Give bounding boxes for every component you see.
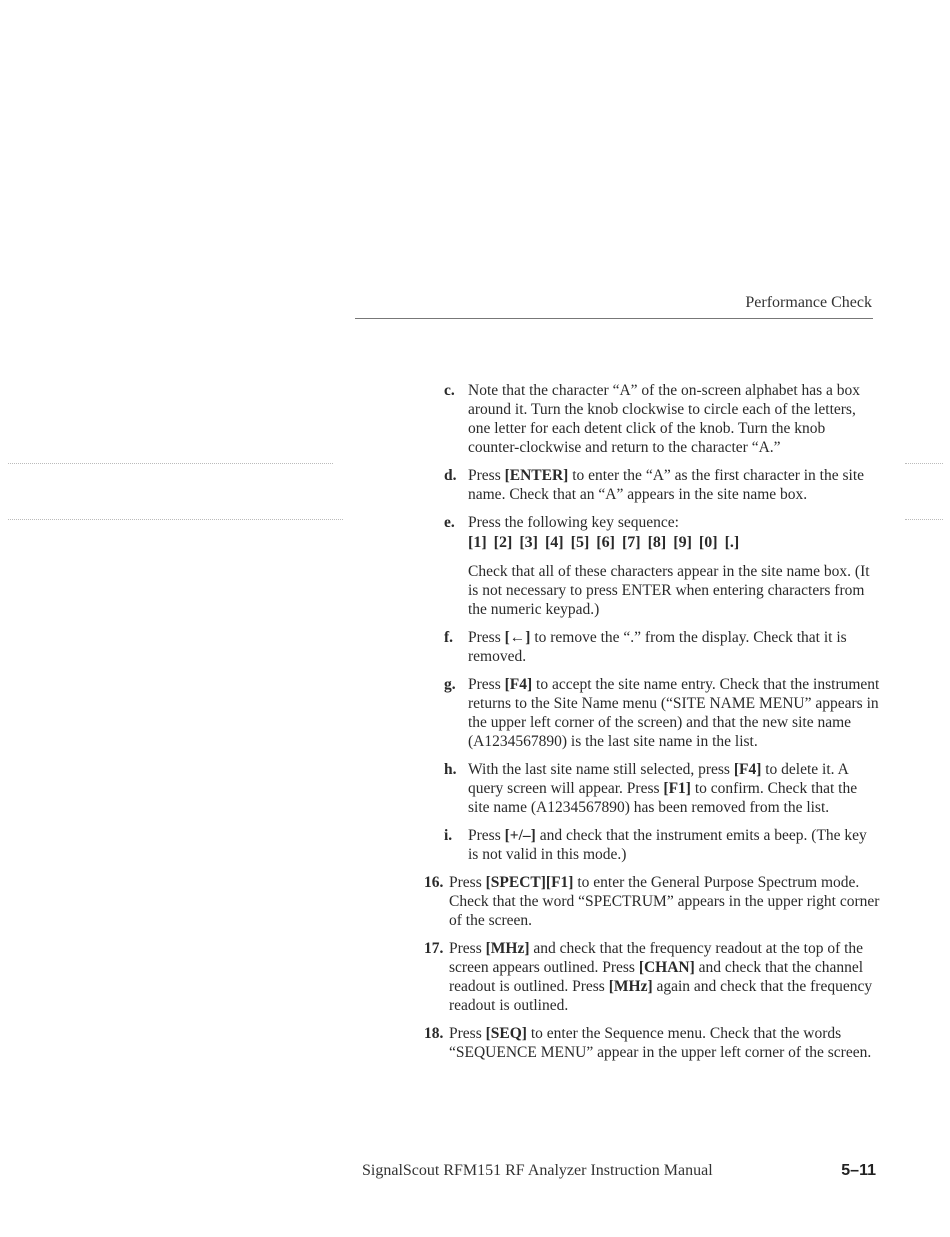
step-label: f. xyxy=(444,629,454,646)
page-number: 5–11 xyxy=(841,1162,876,1179)
step-label: g. xyxy=(444,676,456,693)
step-number: 18. xyxy=(424,1025,444,1042)
step-text-continued: Check that all of these characters appear in the site name box. (It is not necessary to press ENTER when entering characters from the numeric keypad.) xyxy=(468,563,870,618)
header-rule xyxy=(355,318,873,319)
margin-mark xyxy=(8,519,343,520)
step-text: Press [F4] to accept the site name entry. Check that the instrument returns to the Site Name menu (“SITE NAME MENU” appears in the upper left corner of the screen) and that the new site name (A1234567890) is the last site name in the list. xyxy=(468,676,880,750)
step-number: 17. xyxy=(424,940,444,957)
step-f xyxy=(420,628,880,666)
step-18 xyxy=(420,1024,880,1062)
step-i xyxy=(420,826,880,864)
step-label: c. xyxy=(444,382,455,399)
step-e xyxy=(420,513,880,619)
step-label: h. xyxy=(444,761,457,778)
procedure-list xyxy=(420,381,880,1071)
step-text: Press [SEQ] to enter the Sequence menu. Check that the words “SEQUENCE MENU” appear in the upper left corner of the screen. xyxy=(449,1025,872,1061)
step-label: i. xyxy=(444,827,453,844)
step-text: Press [MHz] and check that the frequency readout at the top of the screen appears outlined. Press [CHAN] and check that the channel readout is outlined. Press [MHz] again and check that the frequency readout is outlined. xyxy=(449,940,873,1014)
step-text: Press the following key sequence: xyxy=(468,514,679,531)
key-sequence: [1] [2] [3] [4] [5] [6] [7] [8] [9] [0] [.] xyxy=(468,534,740,551)
key-name: [F4] xyxy=(733,761,762,778)
margin-mark xyxy=(905,463,943,464)
step-text: With the last site name still selected, press [F4] to delete it. A query screen will appear. Press [F1] to confirm. Check that the site name (A1234567890) has been removed from the list. xyxy=(468,761,858,816)
key-name: [+/–] xyxy=(504,827,536,844)
step-16 xyxy=(420,873,880,930)
section-title: Performance Check xyxy=(745,294,872,311)
step-text: Press [←] to remove the “.” from the display. Check that it is removed. xyxy=(468,629,847,665)
step-17 xyxy=(420,939,880,1015)
margin-mark xyxy=(905,519,943,520)
step-label: e. xyxy=(444,514,455,531)
step-text: Press [+/–] and check that the instrument emits a beep. (The key is not valid in this mode.) xyxy=(468,827,867,863)
key-name: [F1] xyxy=(545,874,574,891)
key-name: [CHAN] xyxy=(638,959,695,976)
key-name: [SPECT] xyxy=(485,874,546,891)
key-name: [F4] xyxy=(504,676,533,693)
step-text: Press [ENTER] to enter the “A” as the first character in the site name. Check that an “A” appears in the site name box. xyxy=(468,467,865,503)
key-name: [←] xyxy=(504,629,531,646)
key-name: [MHz] xyxy=(608,978,653,995)
key-name: [F1] xyxy=(663,780,691,797)
step-text: Press [SPECT][F1] to enter the General Purpose Spectrum mode. Check that the word “SPECTRUM” appears in the upper right corner of the screen. xyxy=(449,874,880,929)
key-name: [SEQ] xyxy=(485,1025,527,1042)
key-name: [MHz] xyxy=(485,940,530,957)
step-g xyxy=(420,675,880,751)
key-name: [ENTER] xyxy=(504,467,569,484)
step-text: Note that the character “A” of the on-screen alphabet has a box around it. Turn the knob clockwise to circle each of the letters, one letter for each detent click of the knob. Turn the knob counter-clockwise and return to the character “A.” xyxy=(468,382,861,456)
manual-title: SignalScout RFM151 RF Analyzer Instruction Manual xyxy=(362,1162,713,1179)
step-d xyxy=(420,466,880,504)
step-label: d. xyxy=(444,467,457,484)
margin-mark xyxy=(8,463,333,464)
step-c xyxy=(420,381,880,457)
step-h xyxy=(420,760,880,817)
step-number: 16. xyxy=(424,874,444,891)
